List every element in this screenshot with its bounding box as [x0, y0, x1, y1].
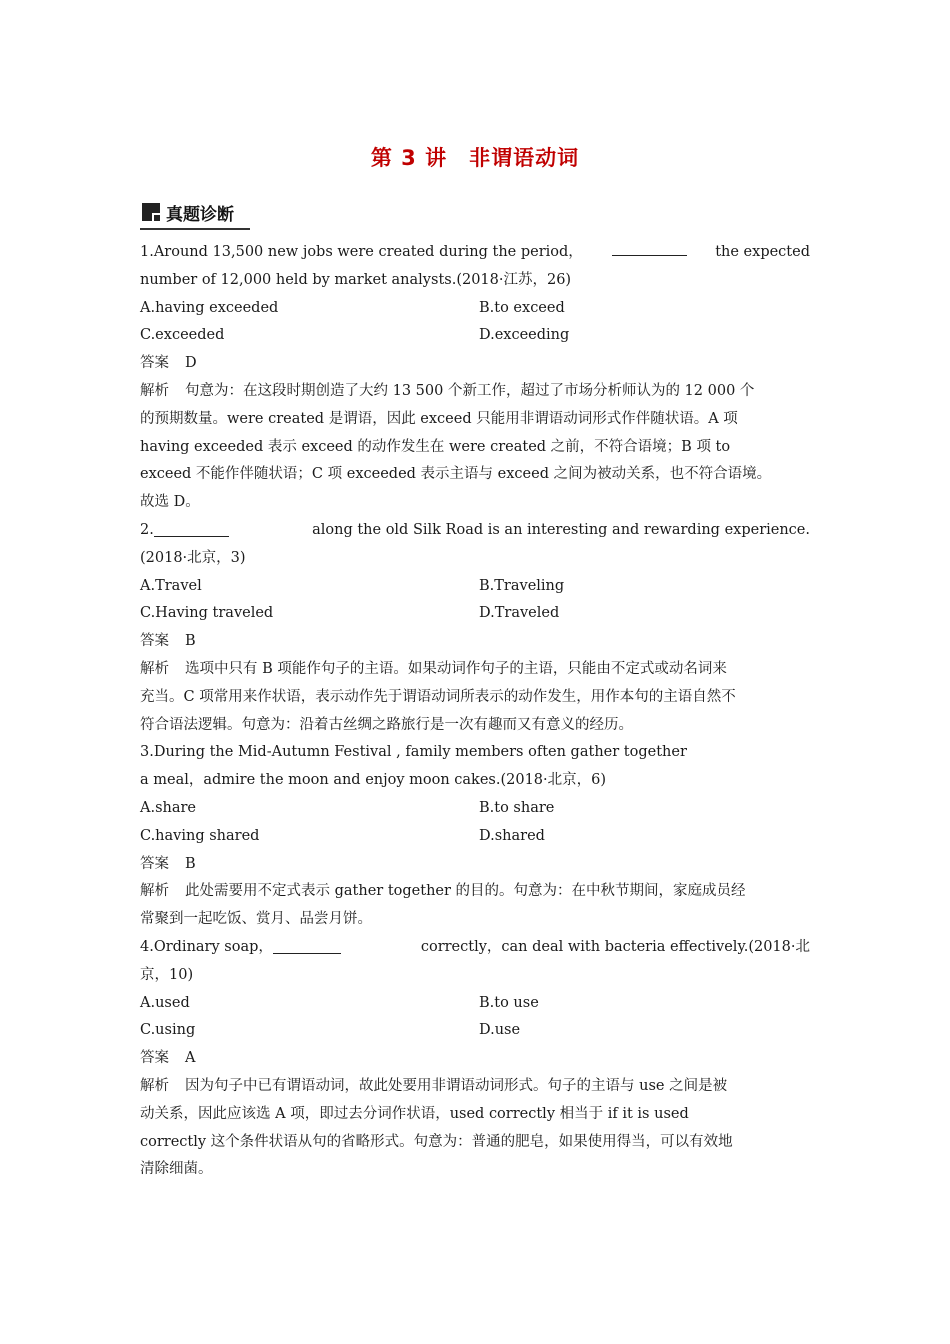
- page-title: 第 3 讲 非谓语动词: [370, 146, 580, 170]
- analysis-line: 解析 此处需要用不定式表示 gather together 的目的。句意为：在中秋节期间，家庭成员经: [140, 883, 746, 900]
- answer-label: 答案: [140, 355, 169, 372]
- question-4: [140, 934, 810, 1184]
- question-1: [140, 239, 810, 517]
- analysis-line: 动关系，因此应该选 A 项，即过去分词作状语，used correctly 相当于 if it is used: [140, 1105, 689, 1122]
- options-row: [140, 823, 810, 851]
- analysis-line: 符合语法逻辑。句意为：沿着古丝绸之路旅行是一次有趣而又有意义的经历。: [140, 716, 633, 733]
- options-row: [140, 795, 810, 823]
- answer-blank: [612, 239, 687, 256]
- question-stem: 2. along the old Silk Road is an interesting and rewarding experience.: [140, 521, 810, 538]
- option-b: B.Traveling: [479, 577, 565, 594]
- option-c: C.having shared: [140, 827, 260, 844]
- answer-label: 答案: [140, 633, 169, 650]
- options-row: [140, 295, 810, 323]
- analysis-line: having exceeded 表示 exceed 的动作发生在 were created 之前，不符合语境；B 项 to: [140, 438, 731, 455]
- analysis-line: 的预期数量。were created 是谓语，因此 exceed 只能用非谓语动词形式作伴随状语。A 项: [140, 410, 738, 427]
- option-c: C.Having traveled: [140, 605, 274, 622]
- answer-line: [140, 350, 810, 378]
- question-stem: 4.Ordinary soap， correctly，can deal with bacteria effectively.(2018·北: [140, 938, 810, 955]
- option-d: D.Traveled: [479, 605, 560, 622]
- question-3: [140, 739, 810, 934]
- analysis-label: 解析: [140, 660, 169, 677]
- analysis-line: 解析 句意为：在这段时期创造了大约 13 500 个新工作，超过了市场分析师认为的 12 000 个: [140, 382, 755, 399]
- answer-line: [140, 628, 810, 656]
- answer-value: D: [185, 355, 197, 372]
- analysis-label: 解析: [140, 1077, 169, 1094]
- option-d: D.use: [479, 1022, 521, 1039]
- option-a: A.Travel: [140, 577, 202, 594]
- analysis-line: 解析 因为句子中已有谓语动词，故此处要用非谓语动词形式。句子的主语与 use 之间是被: [140, 1077, 728, 1094]
- question-stem: 1.Around 13,500 new jobs were created during the period， the expected: [140, 239, 810, 267]
- option-b: B.to use: [479, 994, 539, 1011]
- analysis-line: 清除细菌。: [140, 1161, 213, 1178]
- option-a: A.having exceeded: [140, 299, 279, 316]
- option-c: C.using: [140, 1022, 196, 1039]
- question-stem: 3.During the Mid-Autumn Festival , family members often gather together: [140, 744, 687, 761]
- options-row: [140, 600, 810, 628]
- analysis-label: 解析: [140, 382, 169, 399]
- analysis-label: 解析: [140, 883, 169, 900]
- analysis-line: 充当。C 项常用来作状语，表示动作先于谓语动词所表示的动作发生，用作本句的主语自然不: [140, 688, 736, 705]
- answer-value: A: [185, 1050, 196, 1067]
- answer-value: B: [185, 633, 196, 650]
- section-label: 真题诊断: [166, 205, 234, 225]
- option-b: B.to exceed: [479, 299, 565, 316]
- answer-label: 答案: [140, 1050, 169, 1067]
- option-a: A.share: [140, 799, 197, 816]
- answer-blank: [154, 520, 229, 537]
- option-d: D.exceeding: [479, 327, 570, 344]
- options-row: [140, 573, 810, 601]
- analysis-line: 故选 D。: [140, 494, 200, 511]
- answer-line: [140, 1045, 810, 1073]
- analysis-line: correctly 这个条件状语从句的省略形式。句意为：普通的肥皂，如果使用得当，可以有效地: [140, 1133, 733, 1150]
- section-header: [140, 198, 250, 230]
- analysis-line: 常聚到一起吃饭、赏月、品尝月饼。: [140, 911, 372, 928]
- section-square-icon: [142, 203, 160, 221]
- analysis-line: exceed 不能作伴随状语；C 项 exceeded 表示主语与 exceed 之间为被动关系，也不符合语境。: [140, 466, 772, 483]
- question-2: [140, 517, 810, 739]
- options-row: [140, 1017, 810, 1045]
- answer-value: B: [185, 855, 196, 872]
- option-b: B.to share: [479, 799, 555, 816]
- answer-label: 答案: [140, 855, 169, 872]
- question-stem-continued: (2018·北京，3): [140, 549, 246, 566]
- options-row: [140, 990, 810, 1018]
- answer-blank: [273, 937, 341, 954]
- analysis-line: 解析 选项中只有 B 项能作句子的主语。如果动词作句子的主语，只能由不定式或动名词来: [140, 660, 727, 677]
- option-a: A.used: [140, 994, 190, 1011]
- option-c: C.exceeded: [140, 327, 225, 344]
- question-list: [140, 239, 810, 1184]
- question-stem-continued: 京，10): [140, 966, 194, 983]
- question-stem-continued: a meal，admire the moon and enjoy moon cakes.(2018·北京，6): [140, 772, 607, 789]
- answer-line: [140, 851, 810, 879]
- question-stem-continued: number of 12,000 held by market analysts.(2018·江苏，26): [140, 271, 572, 288]
- option-d: D.shared: [479, 827, 545, 844]
- options-row: [140, 322, 810, 350]
